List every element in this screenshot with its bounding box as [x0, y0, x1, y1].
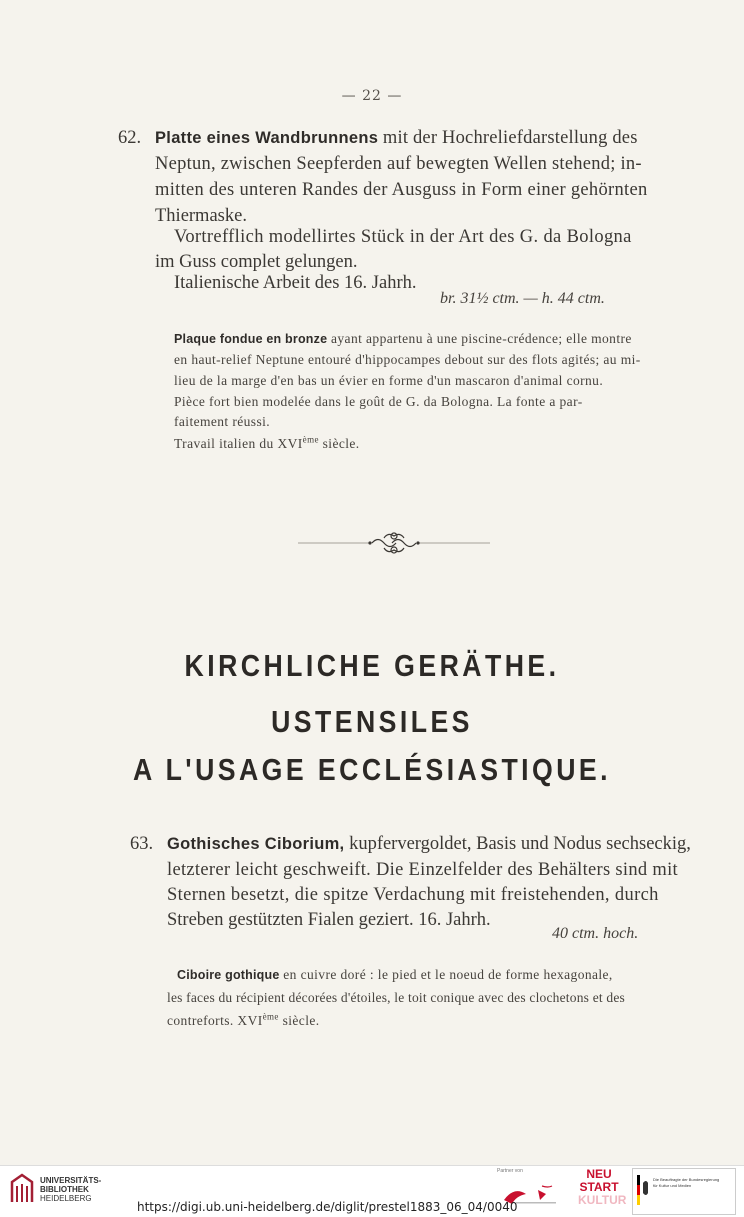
item-63-fr-line-1: Ciboire gothique en cuivre doré : le pied et le noeud de forme hexagonale, — [177, 967, 613, 982]
item-63-number: 63. — [130, 834, 154, 854]
library-name: UNIVERSITÄTS- BIBLIOTHEK HEIDELBERG — [40, 1176, 102, 1203]
page-number: — 22 — — [341, 88, 403, 104]
item-63-dimensions: 40 ctm. hoch. — [552, 925, 639, 942]
item-62-fr-line-4: Pièce fort bien modelée dans le goût de G. da Bologna. La fonte a par- — [174, 394, 583, 409]
item-62-fr-line-5: faitement réussi. — [174, 414, 271, 429]
item-62-line-3: mitten des unteren Randes der Ausguss in Form einer gehörnten — [155, 180, 648, 200]
item-63-fr-title: Ciboire gothique — [177, 968, 280, 982]
item-62-line-4: Thiermaske. — [155, 206, 247, 226]
item-62-line-2: Neptun, zwischen Seepferden auf bewegten Wellen stehend; in- — [155, 154, 642, 174]
section-heading-fr-2: A L'USAGE ECCLÉSIASTIQUE. — [133, 752, 611, 787]
university-logo-icon — [8, 1172, 36, 1206]
item-63-line-2: letzterer leicht geschweift. Die Einzelfelder des Behälters sind mit — [167, 860, 678, 880]
item-63-title: Gothisches Ciborium, — [167, 835, 345, 853]
item-62-fr-title: Plaque fondue en bronze — [174, 332, 328, 346]
ornament-divider — [298, 530, 490, 556]
federal-flag-icon — [637, 1175, 649, 1205]
item-63-fr-line-3: contreforts. XVIème siècle. — [167, 1011, 320, 1028]
footer-bar — [0, 1165, 744, 1217]
section-heading-de: KIRCHLICHE GERÄTHE. — [184, 648, 560, 683]
item-62-line-6: im Guss complet gelungen. — [155, 252, 358, 272]
item-62-line-7: Italienische Arbeit des 16. Jahrh. — [174, 273, 417, 293]
item-62-fr-line-3: lieu de la marge d'en bas un évier en forme d'un mascaron d'animal cornu. — [174, 373, 604, 388]
bkm-logo: Die Beauftragte der Bundesregierung für Kultur und Medien — [632, 1168, 736, 1215]
item-62-line-1: Platte eines Wandbrunnens mit der Hochreliefdarstellung des — [155, 128, 638, 148]
item-63-line-3: Sternen besetzt, die spitze Verdachung mit freistehenden, durch — [167, 885, 659, 905]
item-62-fr-line-1: Plaque fondue en bronze ayant appartenu à une piscine-crédence; elle montre — [174, 331, 632, 346]
neustart-kultur-logo: NEU START KULTUR — [578, 1167, 627, 1207]
section-heading-fr-1: USTENSILES — [271, 704, 473, 739]
item-62-title: Platte eines Wandbrunnens — [155, 129, 379, 147]
source-url-link[interactable]: https://digi.ub.uni-heidelberg.de/diglit/prestel1883_06_04/0040 — [137, 1200, 518, 1214]
partner-label: Partner von — [497, 1168, 523, 1174]
item-63-fr-line-2: les faces du récipient décorées d'étoiles, le toit conique avec des clochetons et des — [167, 990, 626, 1005]
item-63-line-4: Streben gestützten Fialen geziert. 16. Jahrh. — [167, 910, 491, 930]
item-63-line-1: Gothisches Ciborium, kupfervergoldet, Basis und Nodus sechseckig, — [167, 834, 691, 854]
item-62-fr-line-2: en haut-relief Neptune entouré d'hippocampes debout sur des flots agités; au mi- — [174, 352, 641, 367]
item-62-line-5: Vortrefflich modellirtes Stück in der Art des G. da Bologna — [174, 227, 632, 247]
item-62-dimensions: br. 31½ ctm. — h. 44 ctm. — [440, 290, 605, 307]
item-62-number: 62. — [118, 128, 142, 148]
item-62-fr-line-6: Travail italien du XVIème siècle. — [174, 434, 360, 451]
